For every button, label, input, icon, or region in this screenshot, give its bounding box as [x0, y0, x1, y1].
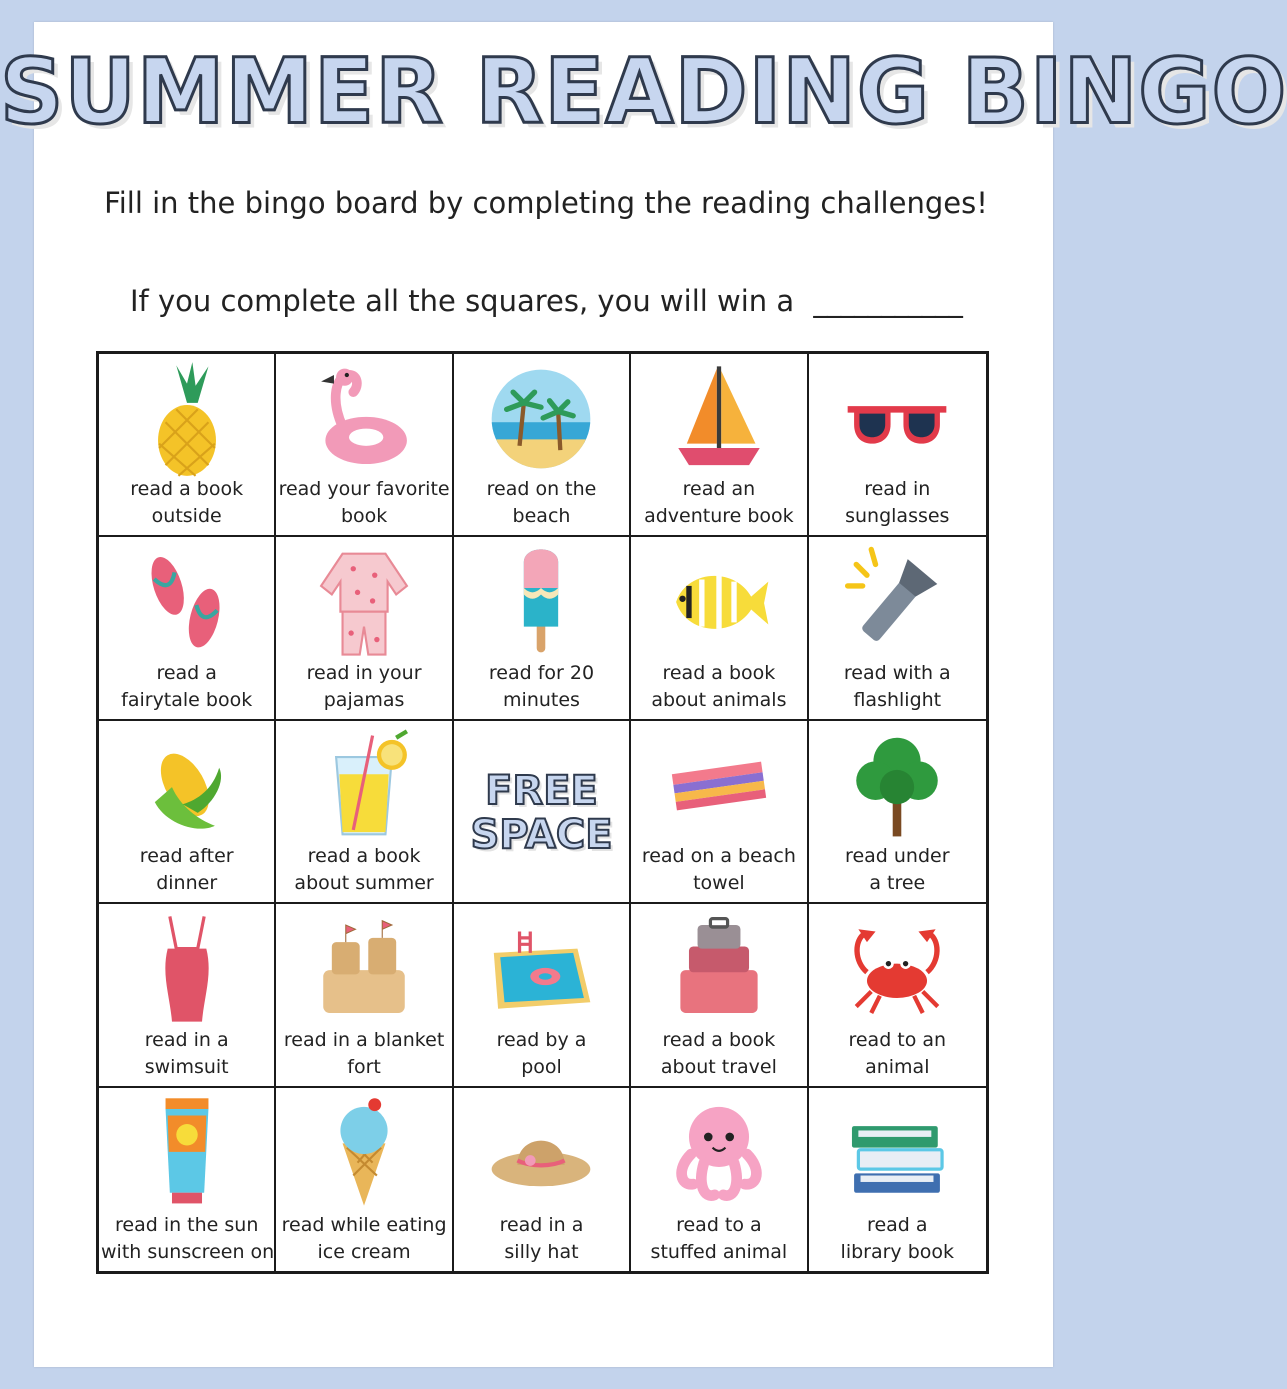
square-label — [99, 843, 274, 897]
square-label — [631, 1027, 806, 1081]
bingo-square — [809, 721, 986, 904]
books-icon — [842, 1094, 952, 1212]
square-label-line: read a — [156, 661, 217, 684]
sunglasses-icon — [842, 360, 952, 478]
square-label — [809, 476, 986, 530]
free-space-square — [454, 721, 631, 904]
square-label-line: stuffed animal — [650, 1240, 788, 1263]
square-label — [809, 843, 986, 897]
square-label — [276, 476, 451, 530]
pool-icon — [486, 910, 596, 1028]
bingo-square — [99, 1088, 276, 1271]
swimsuit-icon — [132, 910, 242, 1028]
square-label-line: swimsuit — [144, 1055, 229, 1078]
bingo-board — [96, 351, 989, 1274]
square-label — [99, 1212, 274, 1266]
square-label-line: read a book — [662, 661, 776, 684]
prize-text: If you complete all the squares, you will win a — [130, 284, 795, 318]
square-label-line: outside — [151, 505, 222, 528]
prize-line — [130, 284, 962, 318]
square-label-line: with sunscreen on — [101, 1240, 275, 1263]
free-space-word: SPACE — [470, 811, 613, 858]
square-label-line: a tree — [869, 872, 926, 895]
suitcase-icon — [664, 910, 774, 1028]
square-label-line: beach — [512, 505, 571, 528]
square-label-line: read on the — [486, 478, 597, 501]
square-label-line: read in — [864, 478, 931, 501]
bingo-square — [276, 537, 453, 720]
square-label-line: read a — [867, 1213, 928, 1236]
tree-icon — [842, 727, 952, 845]
square-label — [631, 843, 806, 897]
prize-blank: ___________ — [813, 284, 962, 318]
bingo-square — [99, 904, 276, 1087]
square-label — [99, 660, 274, 714]
square-label-line: read for 20 — [488, 661, 595, 684]
square-label — [454, 660, 629, 714]
lemonade-icon — [309, 727, 419, 845]
square-label-line: read in a — [499, 1213, 584, 1236]
square-label-line: library book — [840, 1240, 955, 1263]
flashlight-icon — [842, 543, 952, 661]
square-label-line: pool — [521, 1055, 562, 1078]
square-label — [99, 476, 274, 530]
square-label — [276, 843, 451, 897]
square-label — [454, 1212, 629, 1266]
fish-icon — [664, 543, 774, 661]
square-label — [631, 660, 806, 714]
pajamas-icon — [309, 543, 419, 661]
square-label-line: about summer — [294, 872, 434, 895]
square-label-line: pajamas — [323, 688, 405, 711]
square-label-line: read to a — [676, 1213, 762, 1236]
square-label — [631, 1212, 806, 1266]
bingo-square — [276, 904, 453, 1087]
ice-cream-icon — [309, 1094, 419, 1212]
square-label — [276, 1027, 451, 1081]
square-label-line: silly hat — [504, 1240, 579, 1263]
sunscreen-icon — [132, 1094, 242, 1212]
bingo-square — [809, 537, 986, 720]
bingo-square — [631, 904, 808, 1087]
square-label-line: read a book — [307, 845, 421, 868]
bingo-square — [631, 1088, 808, 1271]
bingo-square — [454, 904, 631, 1087]
bingo-square — [631, 721, 808, 904]
page-title: SUMMER READING BINGO — [0, 38, 1287, 145]
square-label — [809, 660, 986, 714]
square-label-line: read an — [682, 478, 756, 501]
bingo-square — [809, 904, 986, 1087]
square-label-line: read in a — [144, 1028, 229, 1051]
corn-icon — [132, 727, 242, 845]
bingo-square — [276, 354, 453, 537]
pineapple-icon — [132, 360, 242, 478]
bingo-square — [454, 537, 631, 720]
bingo-square — [99, 537, 276, 720]
crab-icon — [842, 910, 952, 1028]
bingo-square — [276, 1088, 453, 1271]
bingo-square — [454, 1088, 631, 1271]
sailboat-icon — [664, 360, 774, 478]
beach-towel-icon — [664, 727, 774, 845]
square-label-line: sunglasses — [845, 505, 950, 528]
bingo-square — [631, 354, 808, 537]
free-space-label — [454, 769, 629, 857]
square-label-line: book — [340, 505, 388, 528]
square-label — [454, 476, 629, 530]
square-label-line: read in the sun — [115, 1213, 259, 1236]
square-label-line: fairytale book — [121, 688, 253, 711]
square-label-line: fort — [347, 1055, 381, 1078]
square-label-line: minutes — [503, 688, 580, 711]
square-label — [276, 660, 451, 714]
square-label-line: ice cream — [317, 1240, 411, 1263]
square-label-line: dinner — [156, 872, 218, 895]
square-label-line: adventure book — [644, 505, 794, 528]
square-label — [454, 1027, 629, 1081]
free-space-word: FREE — [485, 767, 598, 814]
square-label — [99, 1027, 274, 1081]
square-label-line: about animals — [651, 688, 787, 711]
square-label-line: read a book — [130, 478, 244, 501]
square-label-line: read on a beach — [641, 845, 796, 868]
bingo-square — [809, 1088, 986, 1271]
square-label-line: read your favorite — [278, 478, 450, 501]
bingo-square — [631, 537, 808, 720]
flamingo-float-icon — [309, 360, 419, 478]
square-label — [809, 1027, 986, 1081]
square-label-line: read to an — [848, 1028, 947, 1051]
square-label-line: read in a blanket — [283, 1028, 445, 1051]
square-label-line: read a book — [662, 1028, 776, 1051]
square-label-line: about travel — [660, 1055, 777, 1078]
square-label-line: flashlight — [853, 688, 942, 711]
bingo-square — [276, 721, 453, 904]
square-label-line: read with a — [843, 661, 951, 684]
square-label-line: towel — [693, 872, 745, 895]
square-label-line: read in your — [306, 661, 422, 684]
sun-hat-icon — [486, 1094, 596, 1212]
instructions: Fill in the bingo board by completing the reading challenges! — [104, 186, 988, 220]
flip-flops-icon — [132, 543, 242, 661]
beach-icon — [486, 360, 596, 478]
square-label-line: read under — [845, 845, 950, 868]
sandcastle-icon — [309, 910, 419, 1028]
square-label — [809, 1212, 986, 1266]
bingo-square — [99, 721, 276, 904]
octopus-icon — [664, 1094, 774, 1212]
square-label-line: read while eating — [281, 1213, 447, 1236]
bingo-square — [809, 354, 986, 537]
square-label-line: read by a — [496, 1028, 587, 1051]
square-label-line: animal — [865, 1055, 930, 1078]
square-label — [631, 476, 806, 530]
bingo-square — [99, 354, 276, 537]
bingo-square — [454, 354, 631, 537]
square-label-line: read after — [139, 845, 234, 868]
popsicle-icon — [486, 543, 596, 661]
square-label — [276, 1212, 451, 1266]
